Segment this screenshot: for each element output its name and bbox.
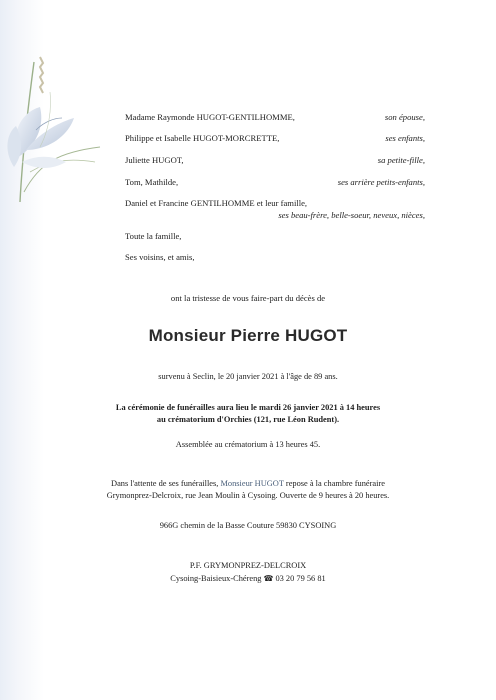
family-relation: ses arrière petits-enfants, [337,177,425,187]
repose-line [0,478,496,490]
ceremony-line: La cérémonie de funérailles aura lieu le mardi 26 janvier 2021 à 14 heures [115,403,381,412]
repose-deceased: Monsieur HUGOT [220,479,284,488]
funeral-home-name: P.F. GRYMONPREZ-DELCROIX [189,561,307,570]
ceremony-details [0,402,496,426]
family-address: 966G chemin de la Basse Couture 59830 CYSOING [159,521,337,530]
family-entry: Ses voisins, et amis, [125,252,195,262]
family-name: Juliette HUGOT, [125,155,184,165]
lily-flower-image [0,52,115,202]
ceremony-line: au crématorium d'Orchies (121, rue Léon Rudent). [156,415,340,424]
family-name: Tom, Mathilde, [125,177,179,187]
repose-text: repose à la chambre funéraire [285,479,385,488]
death-details: survenu à Seclin, le 20 janvier 2021 à l'âge de 89 ans. [158,372,338,381]
announcement-intro: ont la tristesse de vous faire-part du décès de [170,293,326,303]
funeral-home-phone: 03 20 79 56 81 [275,573,326,583]
repose-text: Dans l'attente de ses funérailles, [111,479,219,488]
phone-icon: ☎ [263,573,274,583]
deceased-name: Monsieur Pierre HUGOT [148,326,348,345]
funeral-home-contact [0,573,496,586]
repose-line: Grymonprez-Delcroix, rue Jean Moulin à Cysoing. Ouverte de 9 heures à 20 heures. [106,491,390,500]
family-name: Philippe et Isabelle HUGOT-MORCRETTE, [125,133,280,143]
family-relation: son épouse, [384,112,425,122]
family-name: Madame Raymonde HUGOT-GENTILHOMME, [125,112,295,122]
family-relation: ses enfants, [385,133,425,143]
family-relation: ses beau-frère, belle-soeur, neveux, nièces, [278,210,425,220]
family-entry: Toute la famille, [125,231,182,241]
repose-details [0,478,496,502]
funeral-home-location: Cysoing-Baisieux-Chéreng [170,573,262,583]
family-relation: sa petite-fille, [377,155,425,165]
assembly-time: Assemblée au crématorium à 13 heures 45. [175,440,321,449]
funeral-home [0,560,496,585]
family-name: Daniel et Francine GENTILHOMME et leur famille, [125,198,308,208]
